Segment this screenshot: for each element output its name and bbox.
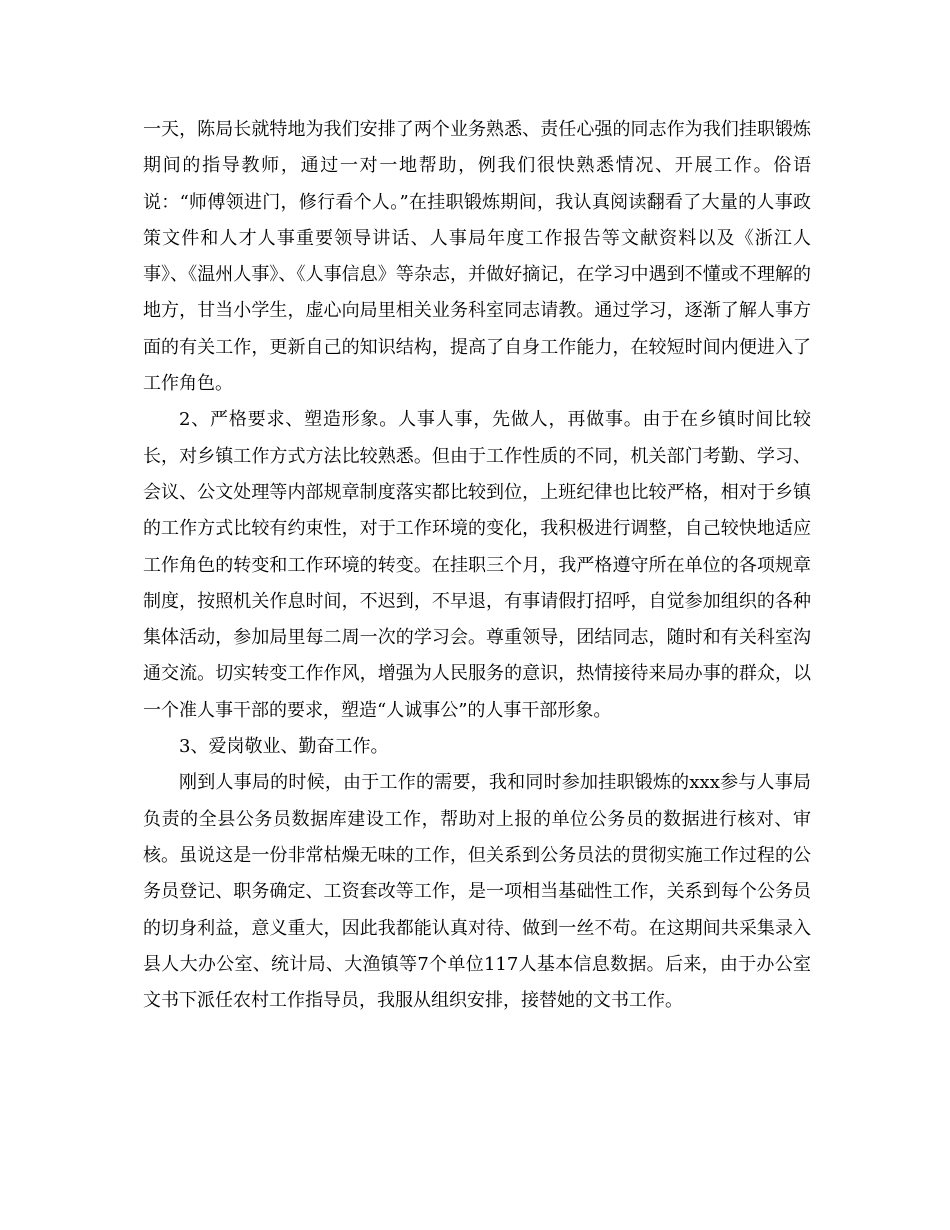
paragraph-study: 一天，陈局长就特地为我们安排了两个业务熟悉、责任心强的同志作为我们挂职锻炼期间的指导教师，通过一对一地帮助，例我们很快熟悉情况、开展工作。俗语说：“师傅领进门，修行看个人。”在挂职锻炼期间，我认真阅读翻看了大量的人事政策文件和人才人事重要领导讲话、人事局年度工作报告等文献资料以及《浙江人事》、《温州人事》、《人事信息》等杂志，并做好摘记，在学习中遇到不懂或不理解的地方，甘当小学生，虚心向局里相关业务科室同志请教。通过学习，逐渐了解人事方面的有关工作，更新自己的知识结构，提高了自身工作能力，在较短时间内便进入了工作角色。 xyxy=(143,119,811,395)
paragraph-heading-dedication: 3、爱岗敬业、勤奋工作。 xyxy=(179,736,389,758)
paragraph-database-work: 刚到人事局的时候，由于工作的需要，我和同时参加挂职锻炼的xxx参与人事局负责的全县公务员数据库建设工作，帮助对上报的单位公务员的数据进行核对、审核。虽说这是一份非常枯燥无味的工作，但关系到公务员法的贯彻实施工作过程的公务员登记、职务确定、工资套改等工作，是一项相当基础性工作，关系到每个公务员的切身利益，意义重大，因此我都能认真对待、做到一丝不苟。在这期间共采集录入县人大办公室、统计局、大渔镇等7个单位117人基本信息数据。后来，由于办公室文书下派任农村工作指导员，我服从组织安排，接替她的文书工作。 xyxy=(143,772,811,1012)
paragraph-strict-requirements: 2、严格要求、塑造形象。人事人事，先做人，再做事。由于在乡镇时间比较长，对乡镇工作方式方法比较熟悉。但由于工作性质的不同，机关部门考勤、学习、会议、公文处理等内部规章制度落实都比较到位，上班纪律也比较严格，相对于乡镇的工作方式比较有约束性，对于工作环境的变化，我积极进行调整，自己较快地适应工作角色的转变和工作环境的转变。在挂职三个月，我严格遵守所在单位的各项规章制度，按照机关作息时间，不迟到，不早退，有事请假打招呼，自觉参加组织的各种集体活动，参加局里每二周一次的学习会。尊重领导，团结同志，随时和有关科室沟通交流。切实转变工作作风，增强为人民服务的意识，热情接待来局办事的群众，以一个准人事干部的要求，塑造“人诚事公”的人事干部形象。 xyxy=(143,409,811,721)
document-page xyxy=(143,112,811,1019)
